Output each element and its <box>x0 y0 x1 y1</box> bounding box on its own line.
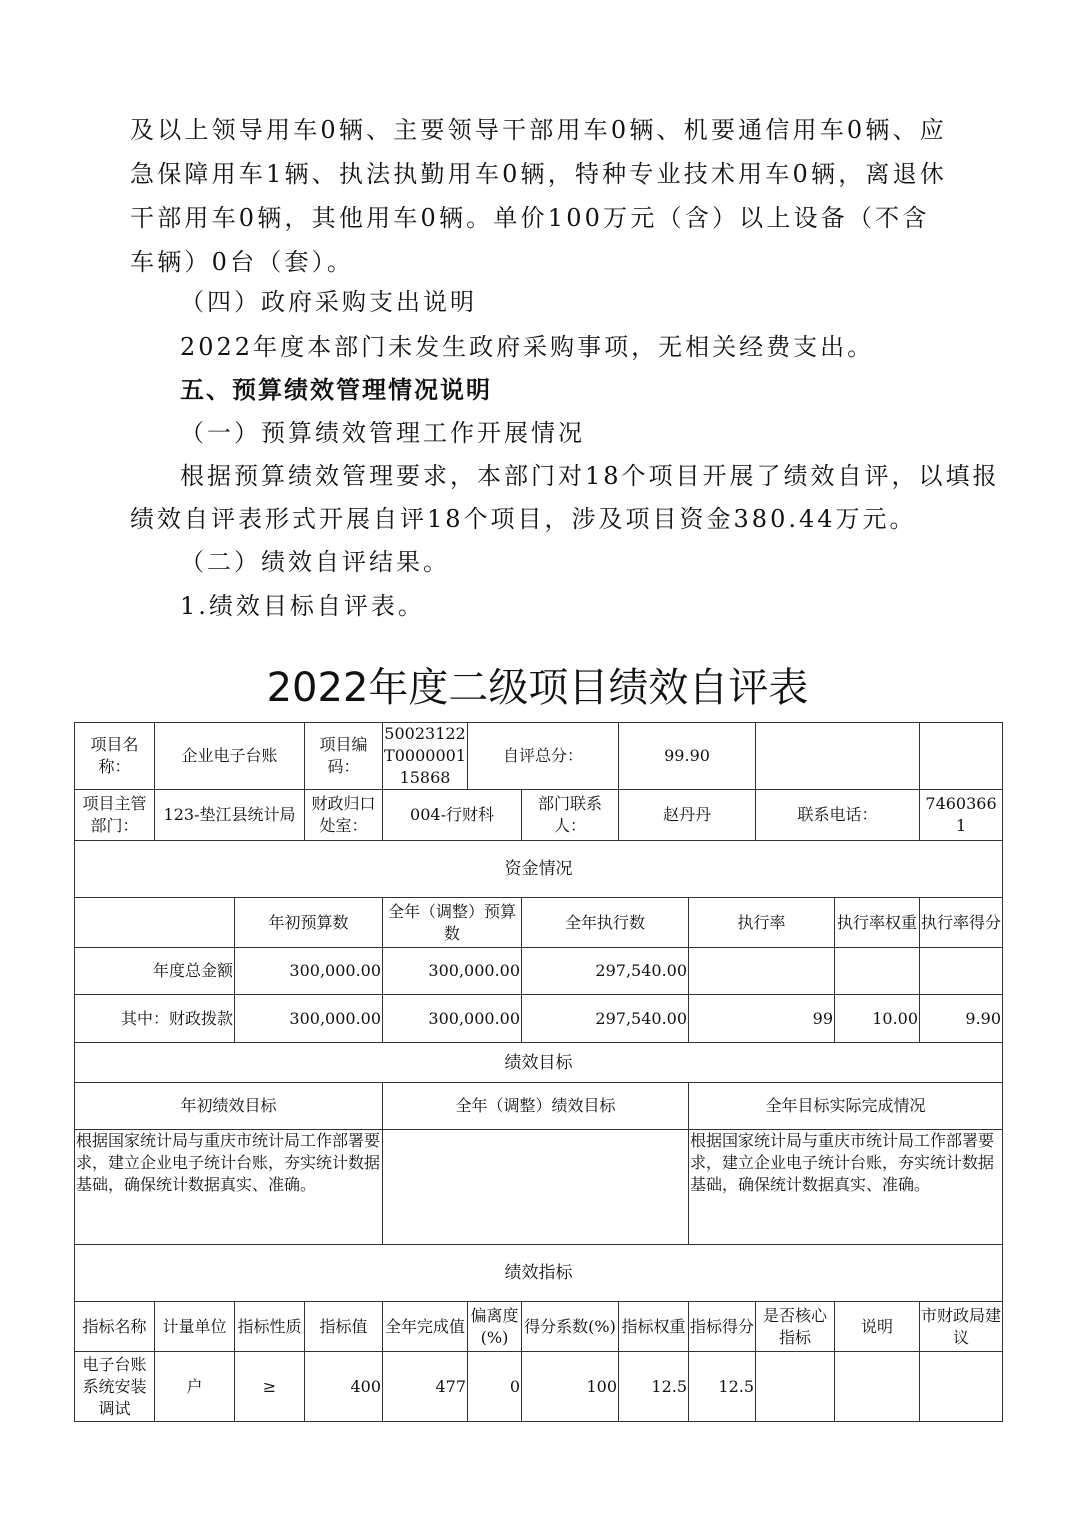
funds-score <box>920 948 1003 995</box>
self-evaluation-table <box>74 722 1003 1422</box>
indicator-header: 说明 <box>835 1302 920 1352</box>
phone-value: 74603661 <box>920 790 1003 841</box>
funds-budget: 300,000.00 <box>235 995 383 1043</box>
funds-header: 全年执行数 <box>522 898 689 948</box>
indicator-actual: 477 <box>383 1352 468 1422</box>
empty-cell <box>756 723 920 790</box>
indicator-header: 全年完成值 <box>383 1302 468 1352</box>
indicator-note <box>835 1352 920 1422</box>
heading-results: （二）绩效自评结果。 <box>180 548 450 576</box>
indicator-header: 指标性质 <box>235 1302 305 1352</box>
goals-header: 年初绩效目标 <box>75 1083 383 1130</box>
paragraph-procurement: 2022年度本部门未发生政府采购事项，无相关经费支出。 <box>180 333 875 361</box>
indicator-core <box>756 1352 835 1422</box>
paragraph-self-eval-1: 根据预算绩效管理要求，本部门对18个项目开展了绩效自评，以填报 <box>180 462 1000 490</box>
phone-label: 联系电话： <box>756 790 920 841</box>
indicators-section-header: 绩效指标 <box>75 1245 1003 1302</box>
funds-adjusted: 300,000.00 <box>383 995 522 1043</box>
indicator-header: 指标名称 <box>75 1302 155 1352</box>
heading-section-five: 五、预算绩效管理情况说明 <box>180 376 492 404</box>
goal-actual: 根据国家统计局与重庆市统计局工作部署要求，建立企业电子统计台账，夯实统计数据基础，确保统计数据真实、准确。 <box>689 1130 1003 1245</box>
indicator-header: 指标值 <box>305 1302 383 1352</box>
paragraph-self-eval-2: 绩效自评表形式开展自评18个项目，涉及项目资金380.44万元。 <box>130 505 917 533</box>
contact-label: 部门联系人： <box>522 790 619 841</box>
indicator-target: 400 <box>305 1352 383 1422</box>
finance-value: 004-行财科 <box>383 790 522 841</box>
paragraph-vehicles: 及以上领导用车0辆、主要领导干部用车0辆、机要通信用车0辆、应急保障用车1辆、执法执勤用车0辆，特种专业技术用车0辆，离退休干部用车0辆，其他用车0辆。单价100万元（含）以上设备（不含车辆）0台（套）。 <box>130 116 948 276</box>
funds-rate: 99 <box>689 995 835 1043</box>
funds-executed: 297,540.00 <box>522 948 689 995</box>
finance-label: 财政归口处室： <box>305 790 383 841</box>
indicator-header: 指标权重 <box>619 1302 689 1352</box>
heading-procurement: （四）政府采购支出说明 <box>180 288 477 316</box>
indicator-name: 电子台账系统安装调试 <box>75 1352 155 1422</box>
project-name: 企业电子台账 <box>155 723 305 790</box>
funds-executed: 297,540.00 <box>522 995 689 1043</box>
funds-header: 执行率得分 <box>920 898 1003 948</box>
heading-goal-table: 1.绩效目标自评表。 <box>180 592 425 620</box>
funds-adjusted: 300,000.00 <box>383 948 522 995</box>
indicator-nature: ≥ <box>235 1352 305 1422</box>
form-title: 2022年度二级项目绩效自评表 <box>266 665 809 711</box>
funds-budget: 300,000.00 <box>235 948 383 995</box>
table-row <box>75 995 1003 1043</box>
funds-score: 9.90 <box>920 995 1003 1043</box>
indicator-header: 是否核心指标 <box>756 1302 835 1352</box>
indicator-header: 计量单位 <box>155 1302 235 1352</box>
contact-value: 赵丹丹 <box>619 790 756 841</box>
funds-row-label: 其中：财政拨款 <box>75 995 235 1043</box>
empty-cell <box>920 723 1003 790</box>
project-code: 50023122T000000115868 <box>383 723 468 790</box>
funds-section-header: 资金情况 <box>75 841 1003 898</box>
funds-header: 执行率 <box>689 898 835 948</box>
dept-label: 项目主管部门： <box>75 790 155 841</box>
funds-header: 全年（调整）预算数 <box>383 898 522 948</box>
funds-header: 执行率权重 <box>835 898 920 948</box>
funds-row-label: 年度总金额 <box>75 948 235 995</box>
project-name-label: 项目名称： <box>75 723 155 790</box>
indicator-header: 市财政局建议 <box>920 1302 1003 1352</box>
heading-work-status: （一）预算绩效管理工作开展情况 <box>180 419 585 447</box>
dept-value: 123-垫江县统计局 <box>155 790 305 841</box>
indicator-score: 12.5 <box>689 1352 756 1422</box>
indicator-coef: 100 <box>522 1352 619 1422</box>
score-value: 99.90 <box>619 723 756 790</box>
project-code-label: 项目编码： <box>305 723 383 790</box>
table-row <box>75 1352 1003 1422</box>
empty-cell <box>75 898 235 948</box>
indicator-weight: 12.5 <box>619 1352 689 1422</box>
funds-weight <box>835 948 920 995</box>
score-label: 自评总分： <box>468 723 619 790</box>
indicator-unit: 户 <box>155 1352 235 1422</box>
indicator-deviation: 0 <box>468 1352 522 1422</box>
indicator-header: 指标得分 <box>689 1302 756 1352</box>
funds-rate <box>689 948 835 995</box>
goals-header: 全年目标实际完成情况 <box>689 1083 1003 1130</box>
table-row <box>75 948 1003 995</box>
funds-header: 年初预算数 <box>235 898 383 948</box>
indicator-advice <box>920 1352 1003 1422</box>
goal-adjusted <box>383 1130 689 1245</box>
goals-header: 全年（调整）绩效目标 <box>383 1083 689 1130</box>
goal-initial: 根据国家统计局与重庆市统计局工作部署要求，建立企业电子统计台账，夯实统计数据基础，确保统计数据真实、准确。 <box>75 1130 383 1245</box>
funds-weight: 10.00 <box>835 995 920 1043</box>
goals-section-header: 绩效目标 <box>75 1043 1003 1083</box>
indicator-header: 得分系数(%) <box>522 1302 619 1352</box>
indicator-header: 偏离度(%) <box>468 1302 522 1352</box>
